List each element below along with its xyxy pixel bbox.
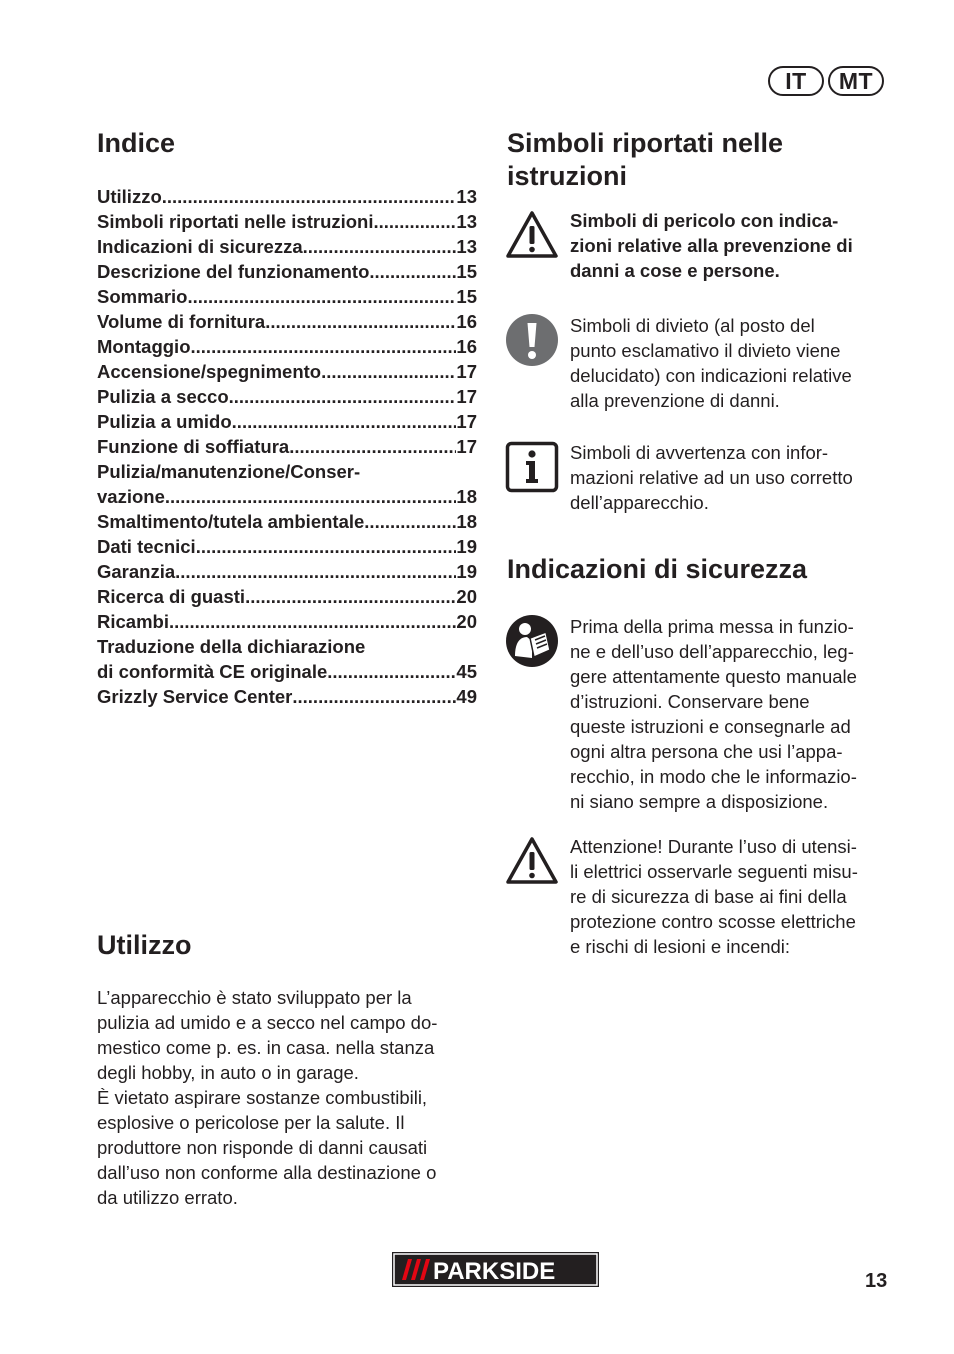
symbols-heading: Simboli riportati nelle istruzioni — [507, 128, 784, 191]
toc-dot-leader — [265, 309, 456, 334]
toc-entry-page: 17 — [456, 386, 477, 407]
toc-dot-leader — [169, 609, 456, 634]
toc-dot-leader — [289, 434, 456, 459]
toc-entry-title: Pulizia/manutenzione/Conser- — [97, 461, 361, 482]
toc-dot-leader — [364, 509, 456, 534]
toc-entry-page: 19 — [456, 536, 477, 557]
toc-dot-leader — [165, 484, 457, 509]
toc-entry — [97, 384, 477, 409]
text-line: esplosive o pericolose per la salute. Il — [97, 1112, 405, 1133]
warning-triangle-icon — [505, 208, 559, 262]
toc-entry-title: Sommario — [97, 286, 188, 307]
table-of-contents — [97, 184, 477, 709]
language-badges — [768, 66, 884, 96]
page-number: 13 — [865, 1270, 888, 1292]
toc-entry — [97, 284, 477, 309]
text-line: delucidato) con indicazioni relative — [570, 365, 852, 386]
toc-dot-leader — [303, 234, 457, 259]
utilizzo-text — [97, 985, 482, 1210]
toc-entry — [97, 459, 477, 484]
parkside-logo-text: PARKSIDE — [433, 1258, 556, 1285]
text-line: protezione contro scosse elettriche — [570, 911, 856, 932]
toc-entry-page: 45 — [456, 661, 477, 682]
text-line: Simboli di pericolo con indica- — [570, 210, 839, 231]
toc-entry-page: 49 — [456, 686, 477, 707]
toc-entry — [97, 634, 477, 659]
toc-entry-page: 16 — [456, 311, 477, 332]
symbol-text-info — [570, 440, 900, 515]
toc-entry-page: 17 — [456, 436, 477, 457]
text-line: zioni relative alla prevenzione di — [570, 235, 853, 256]
symbol-text-danger — [570, 208, 900, 283]
language-badge-mt: MT — [828, 66, 884, 96]
toc-entry-page: 16 — [456, 336, 477, 357]
text-line: degli hobby, in auto o in garage. — [97, 1062, 359, 1083]
toc-entry — [97, 259, 477, 284]
text-line: dall’uso non conforme alla destinazione o — [97, 1162, 437, 1183]
toc-entry-page: 13 — [456, 211, 477, 232]
toc-dot-leader — [374, 209, 457, 234]
toc-entry-page: 13 — [456, 186, 477, 207]
toc-entry — [97, 659, 477, 684]
toc-entry — [97, 334, 477, 359]
safety-heading: Indicazioni di sicurezza — [507, 554, 808, 584]
toc-entry-title: Utilizzo — [97, 186, 162, 207]
utilizzo-heading: Utilizzo — [97, 930, 192, 960]
toc-entry-title: Pulizia a secco — [97, 386, 229, 407]
toc-dot-leader — [229, 384, 457, 409]
text-line: da utilizzo errato. — [97, 1187, 238, 1208]
toc-entry-title: Grizzly Service Center — [97, 686, 293, 707]
text-line: Attenzione! Durante l’uso di utensi- — [570, 836, 857, 857]
parkside-logo — [392, 1252, 599, 1287]
toc-dot-leader — [321, 359, 456, 384]
toc-dot-leader — [327, 659, 456, 684]
text-line: li elettrici osservarle seguenti misu- — [570, 861, 858, 882]
safety-text-warning — [570, 834, 900, 959]
text-line: queste istruzioni e consegnarle ad — [570, 716, 851, 737]
warning-triangle-icon — [505, 834, 559, 888]
toc-dot-leader — [232, 409, 457, 434]
text-line: ni siano sempre a disposizione. — [570, 791, 829, 812]
toc-entry-page: 20 — [456, 611, 477, 632]
toc-entry — [97, 534, 477, 559]
text-line: punto esclamativo il divieto viene — [570, 340, 841, 361]
text-line: È vietato aspirare sostanze combustibili, — [97, 1087, 428, 1108]
text-line: recchio, in modo che le informazio- — [570, 766, 857, 787]
toc-entry-title: Funzione di soffiatura — [97, 436, 290, 457]
text-line: dell’apparecchio. — [570, 492, 709, 513]
prohibition-exclamation-icon — [505, 313, 559, 367]
toc-entry-page: 18 — [456, 511, 477, 532]
toc-entry — [97, 184, 477, 209]
text-line: re di sicurezza di base ai fini della — [570, 886, 847, 907]
toc-entry — [97, 309, 477, 334]
symbol-text-prohibition — [570, 313, 900, 413]
toc-entry-title: Volume di fornitura — [97, 311, 266, 332]
toc-dot-leader — [175, 559, 456, 584]
text-line: produttore non risponde di danni causati — [97, 1137, 428, 1158]
info-icon — [505, 440, 559, 494]
toc-entry — [97, 484, 477, 509]
toc-dot-leader — [191, 334, 457, 359]
toc-entry-page: 19 — [456, 561, 477, 582]
toc-entry-page: 18 — [456, 486, 477, 507]
toc-entry — [97, 359, 477, 384]
toc-entry-title: Accensione/spegnimento — [97, 361, 322, 382]
safety-text-read-manual — [570, 614, 900, 814]
toc-entry-page: 15 — [456, 261, 477, 282]
toc-entry-title: Smaltimento/tutela ambientale — [97, 511, 365, 532]
toc-entry — [97, 509, 477, 534]
text-line: d’istruzioni. Conservare bene — [570, 691, 810, 712]
toc-entry — [97, 234, 477, 259]
toc-entry-title: Indicazioni di sicurezza — [97, 236, 303, 257]
toc-entry-page: 17 — [456, 411, 477, 432]
text-line: alla prevenzione di danni. — [570, 390, 780, 411]
toc-entry-title: Garanzia — [97, 561, 176, 582]
toc-dot-leader — [369, 259, 456, 284]
toc-entry-title: Simboli riportati nelle istruzioni — [97, 211, 374, 232]
toc-entry-title: vazione — [97, 486, 165, 507]
toc-entry-page: 17 — [456, 361, 477, 382]
toc-entry-title: Dati tecnici — [97, 536, 196, 557]
toc-entry-title: Pulizia a umido — [97, 411, 232, 432]
text-line: mazioni relative ad un uso corretto — [570, 467, 853, 488]
toc-entry — [97, 684, 477, 709]
toc-entry-title: di conformità CE originale — [97, 661, 328, 682]
toc-entry-title: Traduzione della dichiarazione — [97, 636, 366, 657]
text-line: Prima della prima messa in funzio- — [570, 616, 854, 637]
toc-dot-leader — [196, 534, 457, 559]
text-line: ne e dell’uso dell’apparecchio, leg- — [570, 641, 854, 662]
toc-entry-page: 13 — [456, 236, 477, 257]
toc-dot-leader — [292, 684, 456, 709]
text-line: mestico come p. es. in casa. nella stanza — [97, 1037, 435, 1058]
toc-entry — [97, 584, 477, 609]
toc-entry-title: Montaggio — [97, 336, 191, 357]
toc-entry-title: Ricerca di guasti — [97, 586, 246, 607]
read-manual-icon — [505, 614, 559, 668]
toc-entry-title: Ricambi — [97, 611, 169, 632]
text-line: L’apparecchio è stato sviluppato per la — [97, 987, 412, 1008]
toc-entry — [97, 434, 477, 459]
toc-entry-title: Descrizione del funzionamento — [97, 261, 370, 282]
text-line: gere attentamente questo manuale — [570, 666, 857, 687]
text-line: Simboli di divieto (al posto del — [570, 315, 815, 336]
toc-entry-page: 20 — [456, 586, 477, 607]
toc-heading: Indice — [97, 128, 176, 158]
text-line: ogni altra persona che usi l’appa- — [570, 741, 843, 762]
toc-entry — [97, 559, 477, 584]
toc-entry — [97, 409, 477, 434]
text-line: Simboli di avvertenza con infor- — [570, 442, 829, 463]
language-badge-it: IT — [768, 66, 824, 96]
toc-entry-page: 15 — [456, 286, 477, 307]
text-line: pulizia ad umido e a secco nel campo do- — [97, 1012, 438, 1033]
toc-entry — [97, 209, 477, 234]
toc-dot-leader — [187, 284, 456, 309]
text-line: e rischi di lesioni e incendi: — [570, 936, 791, 957]
text-line: danni a cose e persone. — [570, 260, 780, 281]
toc-entry — [97, 609, 477, 634]
toc-dot-leader — [245, 584, 456, 609]
toc-dot-leader — [162, 184, 457, 209]
